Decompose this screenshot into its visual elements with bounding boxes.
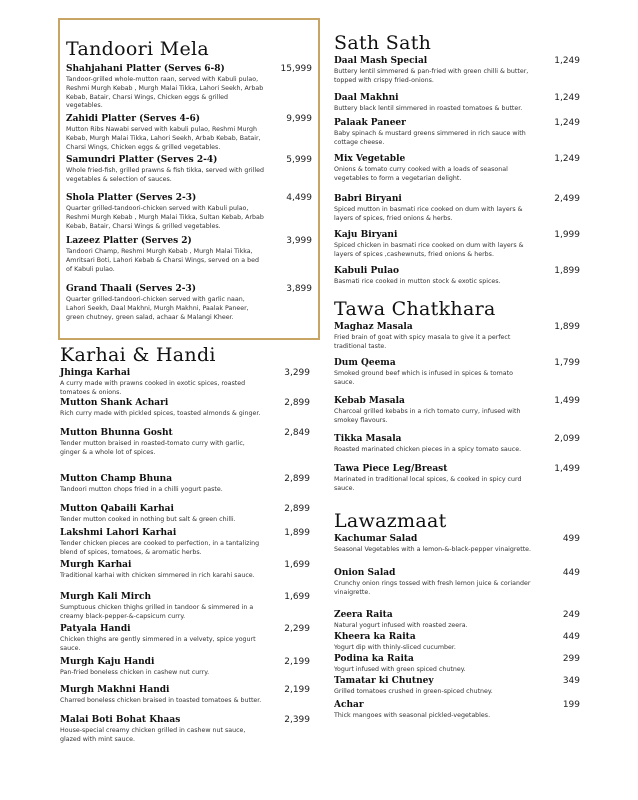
menu-item-description: Thick mangoes with seasonal pickled-vegetables. (334, 712, 491, 719)
menu-item (60, 528, 310, 558)
menu-item (334, 358, 580, 388)
menu-item-row (334, 610, 580, 621)
menu-item-row (334, 654, 580, 665)
menu-item (60, 657, 310, 678)
menu-item (66, 155, 312, 185)
menu-item (60, 474, 310, 495)
menu-item-row (334, 322, 580, 333)
menu-item-description: Charcoal grilled kebabs in a rich tomato curry, infused with smokey flavours. (334, 408, 521, 424)
menu-item-row (66, 236, 312, 247)
menu-item-description: Quarter grilled-tandoori-chicken served with garlic naan, Lahori Seekh, Daal Makhni, Murgh Makhni, Paalak Paneer, green chutney, green salad, achaar & Malangi Kheer. (66, 296, 249, 321)
menu-item (334, 56, 580, 86)
menu-item-name: Grand Thaali (Serves 2-3) (66, 284, 197, 294)
menu-item-name: Tikka Masala (334, 434, 402, 444)
menu-item-description: Pan-fried boneless chicken in cashew nut curry. (60, 669, 210, 676)
menu-item (60, 685, 310, 706)
menu-item-description: Onions & tomato curry cooked with a loads of seasonal vegetables to form a vegetarian delight. (334, 166, 508, 182)
section-sath-sath (334, 32, 580, 285)
menu-item (334, 534, 580, 555)
menu-item-name: Kachumar Salad (334, 534, 418, 544)
menu-item-price: 1,699 (284, 560, 310, 570)
menu-item (60, 592, 310, 622)
menu-item-description: Tandoori mutton chops fried in a chilli yogurt paste. (60, 486, 223, 493)
menu-item-price: 2,499 (554, 194, 580, 204)
menu-item-price: 9,999 (286, 114, 312, 124)
section-title: Karhai & Handi (60, 344, 216, 366)
menu-item-row (60, 368, 310, 379)
menu-item-name: Podina ka Raita (334, 654, 414, 664)
menu-item-name: Lakshmi Lahori Karhai (60, 528, 177, 538)
menu-item (60, 398, 310, 419)
menu-item-description: Yogurt infused with green spiced chutney. (334, 666, 466, 673)
menu-item-price: 449 (562, 632, 580, 642)
section-title: Tandoori Mela (66, 38, 210, 60)
menu-item-row (334, 154, 580, 165)
menu-item-price: 1,899 (284, 528, 310, 538)
menu-item-row (334, 434, 580, 445)
menu-item-price: 349 (562, 676, 580, 686)
menu-item-row (60, 715, 310, 726)
menu-item-name: Achar (334, 700, 364, 710)
menu-item-row (334, 194, 580, 205)
menu-item-price: 1,249 (554, 154, 580, 164)
menu-item-price: 499 (562, 534, 580, 544)
menu-item (334, 434, 580, 455)
menu-item-price: 199 (562, 700, 580, 710)
menu-item (334, 464, 580, 494)
menu-item-price: 1,899 (554, 322, 580, 332)
menu-item-description: Traditional karhai with chicken simmered in rich karahi sauce. (60, 572, 255, 579)
menu-item-name: Zeera Raita (334, 610, 393, 620)
menu-item-description: Tender mutton braised in roasted-tomato curry with garlic, ginger & a whole lot of spices. (60, 440, 245, 456)
menu-item-row (60, 624, 310, 635)
menu-item (334, 654, 580, 675)
menu-item-description: Tender mutton cooked in nothing but salt & green chilli. (60, 516, 236, 523)
menu-item-name: Tamatar ki Chutney (334, 676, 434, 686)
menu-item-price: 2,199 (284, 657, 310, 667)
menu-item-price: 1,799 (554, 358, 580, 368)
menu-item-description: Quarter grilled-tandoori-chicken served with Kabuli pulao, Reshmi Murgh Kebab , Murgh Malai Tikka, Sultan Kebab, Arbab Kebab, Batair, Charsi Wings & grilled vegetables. (66, 205, 264, 230)
menu-item-name: Patyala Handi (60, 624, 131, 634)
menu-item-name: Zahidi Platter (Serves 4-6) (66, 114, 201, 124)
menu-item-price: 1,249 (554, 56, 580, 66)
menu-item-row (334, 464, 580, 475)
menu-item-description: Chicken thighs are gently simmered in a velvety, spice yogurt sauce. (60, 636, 256, 652)
menu-item (66, 114, 312, 152)
menu-item-name: Tawa Piece Leg/Breast (334, 464, 448, 474)
menu-item-description: Mutton Ribs Nawabi served with kabuli pulao, Reshmi Murgh Kebab, Murgh Malai Tikka, Lahori Seekh, Arbab Kebab, Batair, Charsi Wings, Chicken eggs & grilled vegetables. (66, 126, 261, 151)
menu-item-description: Seasonal Vegetables with a lemon-&-black-pepper vinaigrette. (334, 546, 532, 553)
menu-item-row (60, 398, 310, 409)
menu-item-description: Basmati rice cooked in mutton stock & exotic spices. (334, 278, 501, 285)
menu-item-name: Murgh Makhni Handi (60, 685, 170, 695)
menu-item-description: Whole fried-fish, grilled prawns & fish tikka, served with grilled vegetables & selection of sauces. (66, 167, 265, 183)
section-title: Lawazmaat (334, 510, 447, 532)
menu-item-row (334, 676, 580, 687)
menu-item-description: Marinated in traditional local spices, & cooked in spicy curd sauce. (334, 476, 522, 492)
menu-item-price: 15,999 (280, 64, 312, 74)
menu-item (334, 700, 580, 721)
menu-item (334, 610, 580, 631)
menu-item-description: Tandoor-grilled whole-mutton raan, served with Kabuli pulao, Reshmi Murgh Kebab , Murgh Malai Tikka, Lahori Seekh, Arbab Kebab, Batair, Charsi Wings, Chicken eggs & grilled vegetables. (66, 76, 264, 110)
menu-item-description: Fried brain of goat with spicy masala to give it a perfect traditional taste. (334, 334, 511, 350)
menu-item-description: Rich curry made with pickled spices, toasted almonds & ginger. (60, 410, 261, 417)
menu-item (60, 504, 310, 525)
menu-item-description: A curry made with prawns cooked in exotic spices, roasted tomatoes & onions. (60, 380, 246, 396)
menu-item-description: Grilled tomatoes crushed in green-spiced chutney. (334, 688, 493, 695)
menu-item-row (334, 230, 580, 241)
menu-item (66, 64, 312, 111)
menu-item-row (334, 396, 580, 407)
menu-item (334, 194, 580, 224)
menu-item-description: Charred boneless chicken braised in toasted tomatoes & butter. (60, 697, 262, 704)
menu-item-price: 2,849 (284, 428, 310, 438)
menu-item-row (66, 193, 312, 204)
menu-item (334, 568, 580, 598)
menu-item (60, 624, 310, 654)
menu-item-price: 1,499 (554, 396, 580, 406)
menu-item (334, 230, 580, 260)
menu-item-price: 299 (562, 654, 580, 664)
menu-item-name: Kabuli Pulao (334, 266, 400, 276)
menu-item-row (334, 534, 580, 545)
menu-item-name: Daal Mash Special (334, 56, 428, 66)
menu-item-description: Spiced mutton in basmati rice cooked on dum with layers & layers of spices, fried onions & herbs. (334, 206, 523, 222)
menu-item-description: Natural yogurt infused with roasted zeera. (334, 622, 468, 629)
section-tandoori-mela (66, 38, 312, 321)
menu-item-name: Kheera ka Raita (334, 632, 416, 642)
menu-item-description: Smoked ground beef which is infused in spices & tomato sauce. (334, 370, 513, 386)
menu-item-name: Lazeez Platter (Serves 2) (66, 236, 192, 246)
menu-item (334, 266, 580, 287)
menu-item-name: Maghaz Masala (334, 322, 413, 332)
menu-item-price: 2,399 (284, 715, 310, 725)
menu-item-price: 249 (562, 610, 580, 620)
menu-item-name: Jhinga Karhai (60, 368, 131, 378)
menu-item-name: Kaju Biryani (334, 230, 398, 240)
menu-item-price: 2,899 (284, 398, 310, 408)
menu-item-name: Dum Qeema (334, 358, 396, 368)
menu-item-description: Tender chicken pieces are cooked to perfection, in a tantalizing blend of spices, tomatoes, & aromatic herbs. (60, 540, 260, 556)
menu-item-price: 3,899 (286, 284, 312, 294)
menu-item-name: Mutton Bhunna Gosht (60, 428, 173, 438)
section-title: Tawa Chatkhara (334, 298, 496, 320)
menu-item-name: Daal Makhni (334, 93, 399, 103)
menu-item-name: Mix Vegetable (334, 154, 406, 164)
menu-item-row (334, 93, 580, 104)
menu-item (334, 676, 580, 697)
menu-item-description: Buttery black lentil simmered in roasted tomatoes & butter. (334, 105, 523, 112)
menu-item-price: 3,299 (284, 368, 310, 378)
menu-item-name: Kebab Masala (334, 396, 405, 406)
menu-item-row (334, 358, 580, 369)
menu-item-price: 2,899 (284, 504, 310, 514)
menu-item-price: 2,299 (284, 624, 310, 634)
menu-item-row (334, 118, 580, 129)
menu-item-name: Mutton Champ Bhuna (60, 474, 173, 484)
menu-item-description: House-special creamy chicken grilled in cashew nut sauce, glazed with mint sauce. (60, 727, 246, 743)
menu-item-row (60, 428, 310, 439)
menu-item (60, 560, 310, 581)
menu-item-description: Baby spinach & mustard greens simmered in rich sauce with cottage cheese. (334, 130, 526, 146)
menu-item-name: Murgh Kali Mirch (60, 592, 151, 602)
menu-item-price: 5,999 (286, 155, 312, 165)
menu-item-price: 449 (562, 568, 580, 578)
menu-item (334, 118, 580, 148)
menu-item-price: 2,899 (284, 474, 310, 484)
menu-item (334, 93, 580, 114)
menu-item-row (66, 155, 312, 166)
menu-item-price: 1,699 (284, 592, 310, 602)
menu-item-price: 2,199 (284, 685, 310, 695)
menu-item (60, 368, 310, 398)
menu-item-row (66, 284, 312, 295)
menu-item-name: Samundri Platter (Serves 2-4) (66, 155, 218, 165)
menu-item-price: 3,999 (286, 236, 312, 246)
menu-item-name: Murgh Kaju Handi (60, 657, 155, 667)
menu-item-name: Onion Salad (334, 568, 396, 578)
menu-item-description: Yogurt dip with thinly-sliced cucumber. (334, 644, 456, 651)
menu-item-price: 2,099 (554, 434, 580, 444)
menu-item-row (334, 266, 580, 277)
menu-item-price: 1,999 (554, 230, 580, 240)
menu-item-row (60, 685, 310, 696)
menu-item-row (60, 474, 310, 485)
menu-item-description: Roasted marinated chicken pieces in a spicy tomato sauce. (334, 446, 522, 453)
menu-item-row (334, 700, 580, 711)
menu-item-description: Sumptuous chicken thighs grilled in tandoor & simmered in a creamy black-pepper-&-capsicum curry. (60, 604, 254, 620)
menu-item-row (334, 568, 580, 579)
menu-item-name: Mutton Qabaili Karhai (60, 504, 174, 514)
menu-item-price: 1,249 (554, 93, 580, 103)
menu-item-description: Spiced chicken in basmati rice cooked on dum with layers & layers of spices ,cashewnuts, fried onions & herbs. (334, 242, 524, 258)
menu-item-price: 4,499 (286, 193, 312, 203)
menu-item-row (60, 528, 310, 539)
menu-item (334, 322, 580, 352)
menu-item-row (60, 592, 310, 603)
menu-item-row (60, 504, 310, 515)
menu-item-name: Shola Platter (Serves 2-3) (66, 193, 197, 203)
section-karhai-handi (60, 344, 310, 743)
menu-item-price: 1,899 (554, 266, 580, 276)
menu-item-name: Murgh Karhai (60, 560, 132, 570)
menu-item (334, 396, 580, 426)
menu-item (66, 284, 312, 322)
menu-item-row (66, 64, 312, 75)
menu-item (334, 154, 580, 184)
menu-item-row (334, 56, 580, 67)
menu-item-description: Crunchy onion rings tossed with fresh lemon juice & coriander vinaigrette. (334, 580, 531, 596)
menu-item-name: Malai Boti Bohat Khaas (60, 715, 181, 725)
menu-item-description: Buttery lentil simmered & pan-fried with green chilli & butter, topped with crispy fried-onions. (334, 68, 529, 84)
section-lawazmaat (334, 510, 580, 719)
menu-item-name: Palaak Paneer (334, 118, 406, 128)
menu-item-description: Tandoori Champ, Reshmi Murgh Kebab , Murgh Malai Tikka, Amritsari Boti, Lahori Kebab & Charsi Wings, served on a bed of Kabuli pulao. (66, 248, 260, 273)
menu-item (66, 236, 312, 274)
menu-item-row (60, 657, 310, 668)
menu-item-price: 1,249 (554, 118, 580, 128)
menu-item-row (334, 632, 580, 643)
menu-item (334, 632, 580, 653)
menu-item-name: Shahjahani Platter (Serves 6-8) (66, 64, 225, 74)
menu-item (60, 428, 310, 458)
menu-item (60, 715, 310, 745)
menu-item-name: Babri Biryani (334, 194, 402, 204)
menu-item-name: Mutton Shank Achari (60, 398, 169, 408)
section-title: Sath Sath (334, 32, 432, 54)
menu-item-row (60, 560, 310, 571)
menu-item-price: 1,499 (554, 464, 580, 474)
menu-item (66, 193, 312, 231)
section-tawa-chatkhara (334, 298, 580, 492)
menu-item-row (66, 114, 312, 125)
